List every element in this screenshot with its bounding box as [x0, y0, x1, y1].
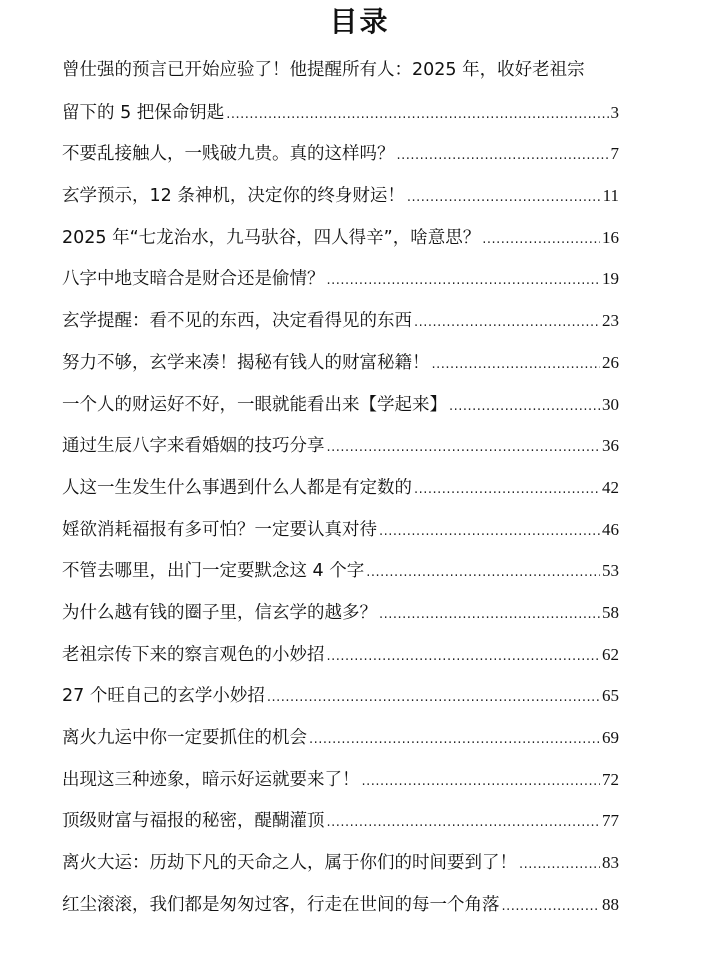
toc-page-number: 36: [602, 436, 619, 456]
toc-page-number: 11: [602, 186, 619, 206]
toc-entry-text: 红尘滚滚，我们都是匆匆过客，行走在世间的每一个角落: [62, 894, 500, 915]
toc-entry[interactable]: [62, 175, 619, 217]
toc-entry[interactable]: [62, 550, 619, 592]
toc-entry[interactable]: [62, 675, 619, 717]
toc-entry[interactable]: [62, 300, 619, 342]
toc-entry-text: 不管去哪里，出门一定要默念这 4 个字: [62, 561, 365, 582]
toc-entry-text: 2025 年“七龙治水，九马驮谷，四人得辛”，啥意思？: [62, 227, 481, 248]
dot-leader: [502, 886, 601, 928]
toc-page-number: 3: [610, 102, 619, 122]
toc-page-number: 62: [602, 644, 619, 664]
toc-entry[interactable]: [62, 92, 619, 134]
toc-entry-text: 努力不够，玄学来凑！揭秘有钱人的财富秘籍！: [62, 352, 430, 373]
toc-entry[interactable]: [62, 384, 619, 426]
toc-entry-text: 老祖宗传下来的察言观色的小妙招: [62, 644, 325, 665]
toc-page-number: 58: [602, 602, 619, 622]
dot-leader: [226, 94, 608, 136]
toc-entry-text: 27 个旺自己的玄学小妙招: [62, 686, 265, 707]
dot-leader: [414, 302, 600, 344]
toc-entry[interactable]: [62, 759, 619, 801]
dot-leader: [327, 802, 601, 844]
toc-entry-text: 顶级财富与福报的秘密，醍醐灌顶: [62, 811, 325, 832]
toc-page-number: 19: [602, 269, 619, 289]
toc-entry[interactable]: [62, 425, 619, 467]
dot-leader: [327, 260, 601, 302]
toc-page-number: 83: [602, 853, 619, 873]
toc-entry[interactable]: [62, 717, 619, 759]
dot-leader: [519, 844, 600, 886]
toc-page-number: 65: [602, 686, 619, 706]
toc-entry[interactable]: [62, 592, 619, 634]
toc-entry[interactable]: [62, 884, 619, 926]
toc-entry-text: 不要乱接触人，一贱破九贵。真的这样吗？: [62, 144, 395, 165]
toc-entry[interactable]: [62, 133, 619, 175]
toc-list: [62, 50, 619, 925]
toc-entry[interactable]: [62, 800, 619, 842]
toc-page-number: 77: [602, 811, 619, 831]
dot-leader: [379, 594, 600, 636]
toc-page-number: 72: [602, 769, 619, 789]
toc-entry-text: 玄学提醒：看不见的东西，决定看得见的东西: [62, 311, 412, 332]
toc-page-number: 30: [602, 394, 619, 414]
dot-leader: [327, 427, 601, 469]
dot-leader: [327, 636, 601, 678]
toc-entry-line: [62, 50, 619, 92]
dot-leader: [267, 677, 600, 719]
toc-entry[interactable]: [62, 842, 619, 884]
toc-entry[interactable]: [62, 217, 619, 259]
toc-entry-text: 人这一生发生什么事遇到什么人都是有定数的: [62, 477, 412, 498]
dot-leader: [397, 135, 609, 177]
page-title: 目录: [329, 5, 390, 38]
toc-entry-text: 婬欲消耗福报有多可怕？一定要认真对待: [62, 519, 377, 540]
toc-entry-text: 离火九运中你一定要抓住的机会: [62, 728, 307, 748]
toc-entry[interactable]: [62, 342, 619, 384]
toc-entry[interactable]: [62, 467, 619, 509]
toc-entry[interactable]: [62, 258, 619, 300]
toc-entry-text: 留下的 5 把保命钥匙: [62, 102, 225, 123]
toc-page-number: 42: [602, 477, 619, 497]
toc-entry[interactable]: [62, 634, 619, 676]
dot-leader: [362, 761, 601, 803]
toc-entry-text: 玄学预示，12 条神机，决定你的终身财运！: [62, 186, 405, 207]
toc-page-number: 53: [602, 561, 619, 581]
dot-leader: [407, 177, 601, 219]
toc-page-number: 7: [610, 144, 619, 164]
toc-entry-text: 八字中地支暗合是财合还是偷情？: [62, 269, 325, 290]
toc-page-number: 26: [602, 352, 619, 372]
toc-page-number: 23: [602, 311, 619, 331]
toc-entry-text: 通过生辰八字来看婚姻的技巧分享: [62, 436, 325, 457]
toc-page-number: 88: [602, 894, 619, 914]
toc-page-number: 46: [602, 519, 619, 539]
dot-leader: [414, 469, 600, 511]
toc-entry[interactable]: [62, 509, 619, 551]
toc-entry-text: 出现这三种迹象，暗示好运就要来了！: [62, 769, 360, 790]
toc-page-number: 16: [602, 227, 619, 247]
dot-leader: [449, 386, 600, 428]
dot-leader: [432, 344, 601, 386]
dot-leader: [366, 552, 600, 594]
toc-entry-text: 离火大运：历劫下凡的天命之人，属于你们的时间要到了！: [62, 853, 517, 874]
toc-entry-text: 为什么越有钱的圈子里，信玄学的越多？: [62, 602, 377, 623]
dot-leader: [482, 219, 600, 261]
toc-page-number: 69: [602, 728, 619, 747]
toc-entry-text: 一个人的财运好不好，一眼就能看出来【学起来】: [62, 394, 447, 415]
toc-entry-text: 曾仕强的预言已开始应验了！他提醒所有人：2025 年，收好老祖宗: [62, 60, 585, 80]
dot-leader: [379, 511, 600, 553]
dot-leader: [309, 719, 600, 761]
